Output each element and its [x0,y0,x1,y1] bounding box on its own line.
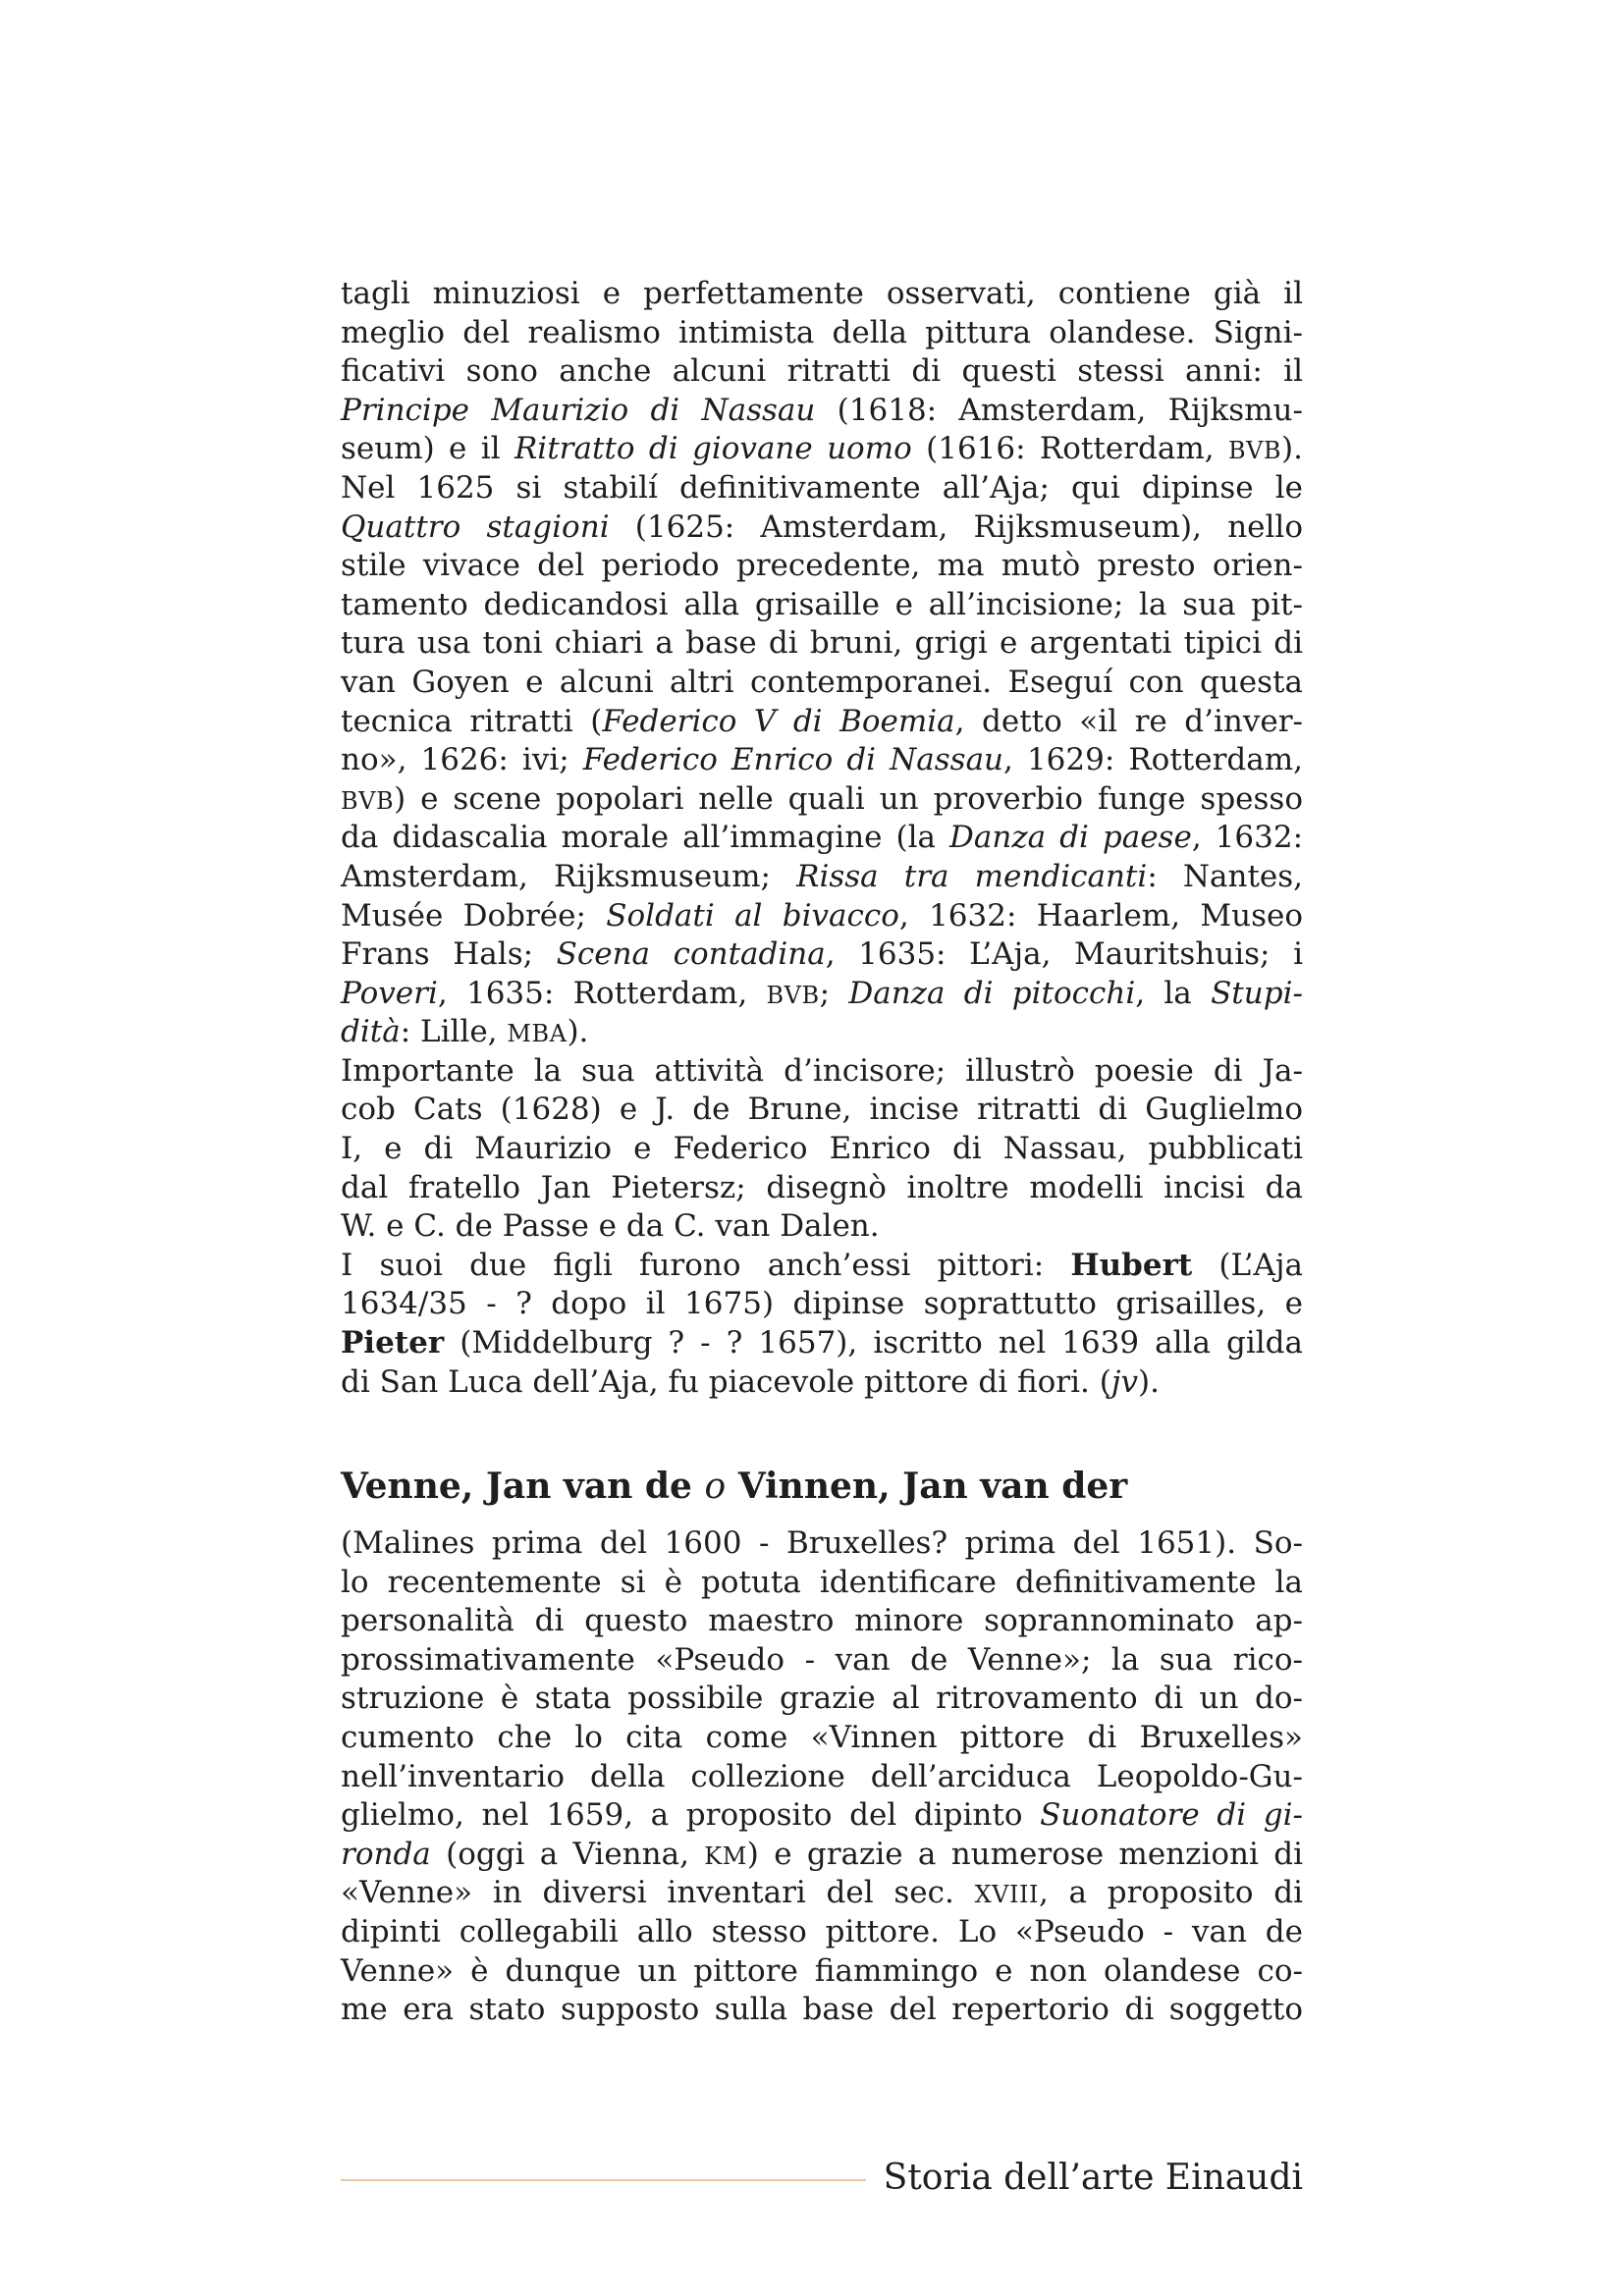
text-line [341,935,1303,975]
text-line [341,1363,1303,1403]
text-run: dipinti collegabili allo stesso pittore. Lo «Pseudo - van de [341,1913,1303,1949]
text-run: , 1635: Rotterdam, [437,975,767,1011]
small-caps-text: BVB [341,786,395,815]
text-line [341,1719,1303,1758]
text-line [341,1091,1303,1130]
text-run: , 1632: Haarlem, Museo [898,897,1303,934]
text-line [341,741,1303,780]
text-line [341,1285,1303,1324]
italic-text: Danza di paese [949,820,1192,856]
text-line [341,1991,1303,2030]
text-run: «Venne» in diversi inventari del sec. [341,1875,975,1911]
text-line [341,975,1303,1014]
text-line [341,1564,1303,1603]
text-run: 1634/35 - ? dopo il 1675) dipinse soprattutto grisailles, e [341,1286,1303,1322]
italic-text: Stupi- [1211,975,1303,1011]
text-line [341,275,1303,314]
text-run: tamento dedicandosi alla grisaille e all’incisione; la sua pit- [341,586,1303,622]
small-caps-text: MBA [507,1020,568,1048]
text-line [341,1207,1303,1247]
text-run: cob Cats (1628) e J. de Brune, incise ritratti di Guglielmo [341,1092,1303,1128]
text-line [341,703,1303,742]
text-run: prossimativamente «Pseudo - van de Venne»; la sua rico- [341,1641,1303,1678]
text-line [341,586,1303,625]
text-line [341,1013,1303,1052]
small-caps-text: BVB [766,981,820,1009]
text-run: ) e grazie a numerose menzioni di [746,1836,1303,1872]
text-line [341,1836,1303,1875]
text-run: seum) e il [341,431,514,467]
text-line [341,664,1303,703]
heading-alt-name-part: Vinnen, Jan van der [726,1466,1128,1507]
text-run: (Malines prima del 1600 - Bruxelles? prima del 1651). So- [341,1525,1303,1561]
entry-body-text [341,1524,1303,2030]
small-caps-text: BVB [1227,437,1282,465]
italic-text: ronda [341,1836,431,1872]
italic-text: Federico Enrico di Nassau [582,742,1004,778]
text-run: ) e scene popolari nelle quali un proverbio funge spesso [394,780,1303,817]
text-run: tagli minuziosi e perfettamente osservati, contiene già il [341,276,1303,311]
text-run: ). [1137,1363,1160,1400]
text-run: van Goyen e alcuni altri contemporanei. Eseguí con questa [341,664,1303,700]
text-run: , 1635: L’Aja, Mauritshuis; i [825,936,1303,973]
text-line [341,1169,1303,1208]
text-run: no», 1626: ivi; [341,742,583,778]
text-run: lo recentemente si è potuta identificare definitivamente la [341,1564,1303,1600]
entry-heading [341,1459,1127,1514]
text-line [341,1052,1303,1092]
bold-text: Hubert [1070,1247,1193,1283]
text-run: : Lille, [400,1014,508,1050]
text-run: stile vivace del periodo precedente, ma mutò presto orien- [341,548,1303,584]
bold-text: Pieter [341,1325,445,1362]
text-run: tecnica ritratti ( [341,703,603,739]
text-line [341,314,1303,353]
text-line [341,469,1303,508]
text-line [341,780,1303,820]
italic-text: jv [1110,1363,1138,1400]
text-line [341,819,1303,858]
italic-text: Soldati al bivacco [606,897,899,934]
text-line [341,624,1303,664]
text-run: Amsterdam, Rijksmuseum; [341,858,797,894]
text-run: glielmo, nel 1659, a proposito del dipinto [341,1797,1041,1834]
text-run: W. e C. de Passe e da C. van Dalen. [341,1208,880,1245]
text-run: cumento che lo cita come «Vinnen pittore di Bruxelles» [341,1719,1303,1755]
text-line [341,1758,1303,1797]
text-run: , a proposito di [1038,1875,1304,1911]
small-caps-text: KM [704,1842,747,1870]
small-caps-text: XVIII [974,1881,1039,1909]
text-line [341,352,1303,392]
text-run: , 1632: [1191,820,1304,856]
text-run: Importante la sua attività d’incisore; illustrò poesie di Ja- [341,1052,1303,1089]
italic-text: Ritratto di giovane uomo [514,431,912,467]
text-run: (oggi a Vienna, [430,1836,705,1872]
text-run: dal fratello Jan Pietersz; disegnò inoltre modelli incisi da [341,1169,1303,1205]
text-run: meglio del realismo intimista della pittura olandese. Signi- [341,314,1303,350]
text-line [341,1602,1303,1641]
text-run: me era stato supposto sulla base del repertorio di soggetto [341,1992,1303,2028]
text-run: tura usa toni chiari a base di bruni, grigi e argentati tipici di [341,625,1303,662]
text-run: Nel 1625 si stabilí definitivamente all’Aja; qui dipinse le [341,469,1303,506]
text-line [341,430,1303,469]
text-run: di San Luca dell’Aja, fu piacevole pittore di fiori. ( [341,1363,1111,1400]
text-run: Musée Dobrée; [341,897,607,934]
text-line [341,1680,1303,1719]
text-run: da didascalia morale all’immagine (la [341,820,950,856]
text-run: (L’Aja [1192,1247,1304,1283]
text-run: (Middelburg ? - ? 1657), iscritto nel 1639 alla gilda [444,1325,1303,1362]
text-run: (1618: Amsterdam, Rijksmu- [815,392,1303,428]
text-run: ; [819,975,849,1011]
footer-rule [341,2179,866,2181]
text-run: I suoi due figli furono anch’essi pittori: [341,1247,1071,1283]
text-run: Frans Hals; [341,936,557,973]
italic-text: dità [341,1014,401,1050]
text-run: : Nantes, [1147,858,1304,894]
text-run: ficativi sono anche alcuni ritratti di questi stessi anni: il [341,353,1303,390]
entry-continuation-text [341,275,1303,1402]
text-run: ). [567,1014,589,1050]
italic-text: Scena contadina [556,936,826,973]
italic-text: Rissa tra mendicanti [796,858,1148,894]
italic-text: Poveri [341,975,438,1011]
text-run: (1616: Rotterdam, [911,431,1228,467]
text-run: , detto «il re d’inver- [954,703,1303,739]
text-line [341,1324,1303,1363]
italic-text: Federico V di Boemia [602,703,955,739]
text-run: I, e di Maurizio e Federico Enrico di Nassau, pubblicati [341,1131,1303,1167]
text-line [341,547,1303,586]
text-run: , la [1135,975,1212,1011]
text-line [341,897,1303,936]
text-line [341,1524,1303,1564]
text-run: , 1629: Rotterdam, [1003,742,1303,778]
text-run: struzione è stata possibile grazie al ritrovamento di un do- [341,1681,1303,1717]
text-run: (1625: Amsterdam, Rijksmuseum), nello [609,508,1303,545]
text-line [341,1641,1303,1681]
text-line [341,1913,1303,1952]
text-line [341,508,1303,548]
italic-text: Principe Maurizio di Nassau [341,392,816,428]
text-line [341,392,1303,431]
text-run: Venne» è dunque un pittore fiammingo e non olandese co- [341,1952,1303,1989]
text-run: ). [1281,431,1303,467]
italic-text: Quattro stagioni [341,508,610,545]
text-run: nell’inventario della collezione dell’arciduca Leopoldo-Gu- [341,1758,1303,1794]
italic-text: Danza di pitocchi [848,975,1136,1011]
italic-text: Suonatore di gi- [1040,1797,1303,1834]
text-line [341,1247,1303,1286]
footer-title: Storia dell’arte Einaudi [883,2158,1303,2198]
text-line [341,1130,1303,1169]
text-line [341,1796,1303,1836]
text-line [341,858,1303,897]
text-run: personalità di questo maestro minore soprannominato ap- [341,1603,1303,1639]
text-line [341,1952,1303,1992]
heading-conjunction: o [704,1467,727,1507]
heading-name-part: Venne, Jan van de [341,1466,705,1507]
text-line [341,1874,1303,1913]
